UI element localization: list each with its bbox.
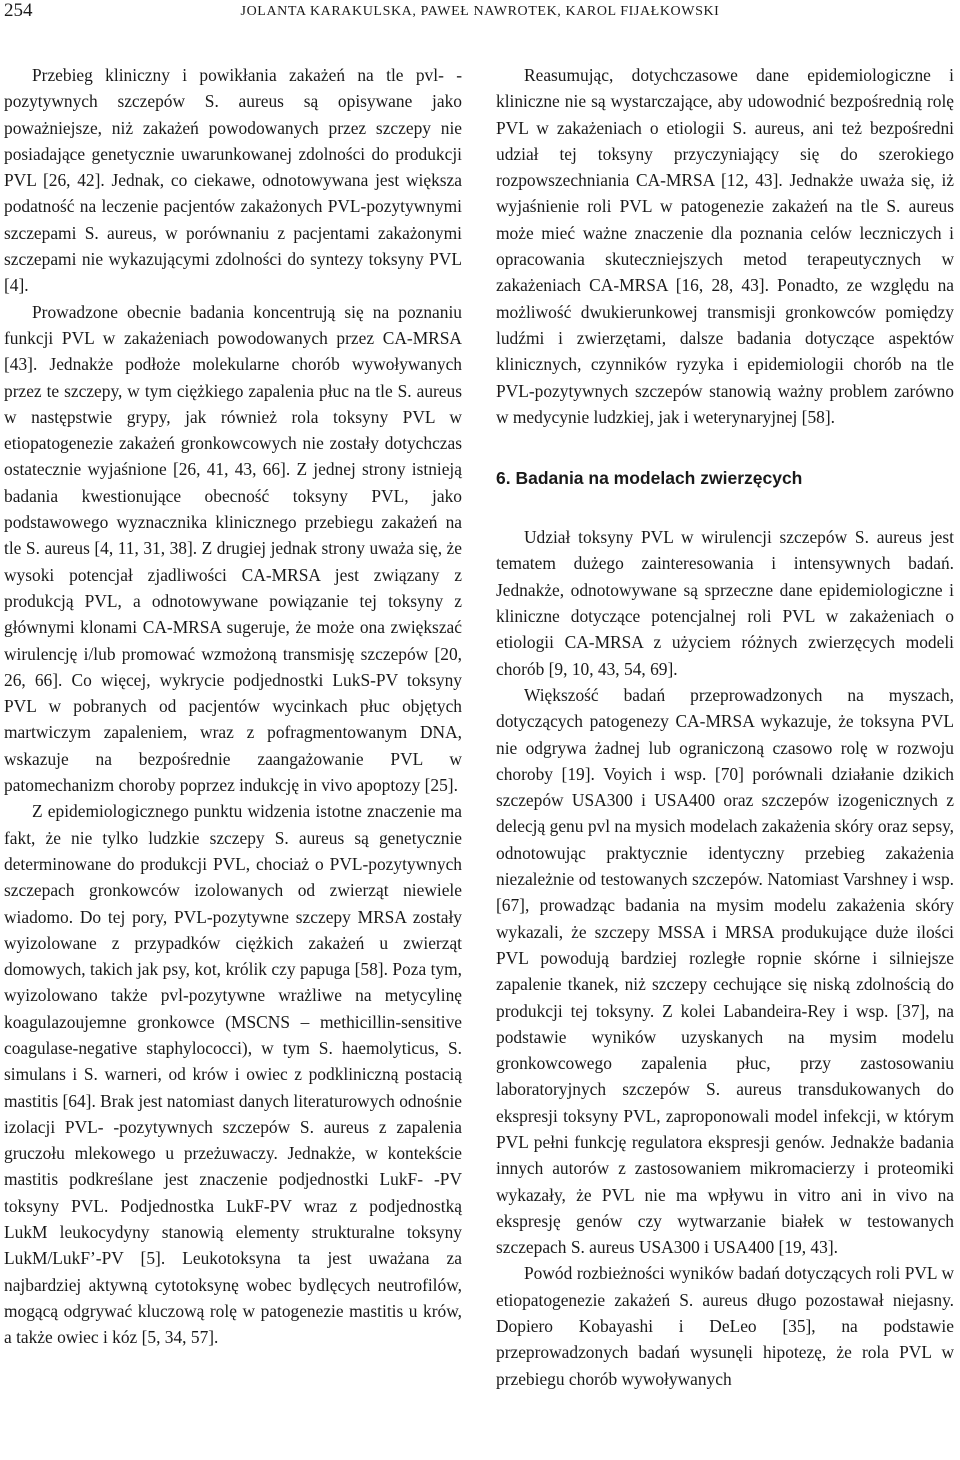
left-column	[4, 62, 462, 1351]
running-head-authors: JOLANTA KARAKULSKA, PAWEŁ NAWROTEK, KAROL FIJAŁKOWSKI	[240, 4, 720, 19]
paragraph: Reasumując, dotychczasowe dane epidemiologiczne i kliniczne nie są wystarczające, aby udowodnić bezpośrednią rolę PVL w zakażeniach o etiologii S. aureus, ani też bezpośredni udział tej toksyny przyczyniający się do szerokiego rozpowszechniania CA-MRSA [12, 43]. Jednakże uważa się, iż wyjaśnienie roli PVL w patogenezie zakażeń na tle S. aureus może mieć ważne znaczenie dla poznania celów leczniczych i opracowania skuteczniejszych metod terapeutycznych w zakażeniach CA-MRSA [16, 28, 43]. Ponadto, ze względu na możliwość dwukierunkowej transmisji gronkowców pomiędzy ludźmi i zwierzętami, dalsze badania dotyczące aspektów klinicznych, czynników ryzyka i epidemiologii chorób na tle PVL-pozytywnych szczepów stanowią ważny problem zarówno w medycynie ludzkiej, jak i weterynaryjnej [58].	[496, 65, 954, 427]
paragraph: Przebieg kliniczny i powikłania zakażeń na tle pvl- -pozytywnych szczepów S. aureus są opisywane jako poważniejsze, niż zakażeń powodowanych przez szczepy nie posiadające genetycznie uwarunkowanej zdolności do produkcji PVL [26, 42]. Jednak, co ciekawe, odnotowywana jest większa podatność na leczenie pacjentów zakażonych PVL-pozytywnymi szczepami S. aureus, w porównaniu z pacjentami zakażonymi szczepami nie wykazującymi zdolności do syntezy toksyny PVL [4].	[4, 65, 462, 296]
page-number: 254	[4, 0, 33, 21]
page-header	[0, 0, 960, 40]
paragraph: Powód rozbieżności wyników badań dotyczących roli PVL w etiopatogenezie zakażeń S. aureus długo pozostawał niejasny. Dopiero Kobayashi i DeLeo [35], na podstawie przeprowadzonych badań wysunęli hipotezę, że rola PVL w przebiegu chorób wywoływanych	[496, 1263, 954, 1389]
paragraph: Udział toksyny PVL w wirulencji szczepów S. aureus jest tematem dużego zainteresowania i intensywnych badań. Jednakże, odnotowywane są sprzeczne dane epidemiologiczne i kliniczne dotyczące potencjalnej roli PVL w zakażeniach o etiologii CA-MRSA z użyciem różnych zwierzęcych modeli chorób [9, 10, 43, 54, 69].	[496, 527, 954, 679]
paragraph: Większość badań przeprowadzonych na myszach, dotyczących patogenezy CA-MRSA wykazuje, że toksyna PVL nie odgrywa żadnej lub ograniczoną czasowo rolę w rozwoju choroby [19]. Voyich i wsp. [70] porównali działanie dzikich szczepów USA300 i USA400 oraz szczepów izogenicznych z delecją genu pvl na mysich modelach zakażenia skóry oraz sepsy, odnotowując praktycznie identyczny przebieg zakażenia niezależnie od testowanych szczepów. Natomiast Varshney i wsp. [67], prowadząc badania na mysim modelu zakażenia skóry wykazali, że szczepy MSSA i MRSA produkujące duże ilości PVL powodują bardziej rozległe ropnie skórne i silniejsze zapalenie tkanek, niż szczepy cechujące się niską zdolnością do produkcji tej toksyny. Z kolei Labandeira-Rey i wsp. [37], na podstawie wyników uzyskanych na mysim modelu gronkowcowego zapalenia płuc, przy zastosowaniu laboratoryjnych szczepów S. aureus transdukowanych do ekspresji toksyny PVL, zaproponowali model infekcji, w którym PVL pełni funkcję regulatora ekspresji genów. Jednakże badania innych autorów z zastosowaniem mikromacierzy i proteomiki wykazały, że PVL nie ma wpływu in vitro ani in vivo na ekspresję genów czy wytwarzanie białek w testowanych szczepach S. aureus USA300 i USA400 [19, 43].	[496, 684, 954, 1258]
section-heading: 6. Badania na modelach zwierzęcych	[496, 468, 803, 489]
paragraph: Prowadzone obecnie badania koncentrują się na poznaniu funkcji PVL w zakażeniach powodowanych przez CA-MRSA [43]. Jednakże podłoże molekularne chorób wywoływanych przez te szczepy, w tym ciężkiego zapalenia płuc na tle S. aureus w następstwie grypy, jak również rola toksyny PVL w etiopatogenezie zakażeń gronkowcowych nie zostały dotychczas ostatecznie wyjaśnione [26, 41, 43, 66]. Z jednej strony istnieją badania kwestionujące obecność toksyny PVL, jako podstawowego wyznacznika klinicznego przebiegu zakażeń na tle S. aureus [4, 11, 31, 38]. Z drugiej jednak strony uważa się, że wysoki potencjał zjadliwości CA-MRSA jest związany z produkcją PVL, a odnotowywane powiązanie tej toksyny z głównymi klonami CA-MRSA sugeruje, że może ona zwiększać wirulencję i/lub promować wzmożoną transmisję szczepów [20, 26, 66]. Co więcej, wykrycie podjednostki LukS-PV toksyny PVL w pobranych od pacjentów wycinkach płuc objętych martwiczym zapaleniem, wraz z pofragmentowanym DNA, wskazuje na bezpośrednie zaangażowanie PVL w patomechanizm choroby poprzez indukcję in vivo apoptozy [25].	[4, 301, 462, 796]
paragraph: Z epidemiologicznego punktu widzenia istotne znaczenie ma fakt, że nie tylko ludzkie szczepy S. aureus są genetycznie determinowane do produkcji PVL, chociaż o PVL-pozytywnych szczepach gronkowców izolowanych od zwierząt niewiele wiadomo. Do tej pory, PVL-pozytywne szczepy MRSA zostały wyizolowane z przypadków ciężkich zakażeń u zwierząt domowych, takich jak psy, kot, królik czy papuga [58]. Poza tym, wyizolowano także pvl-pozytywne wrażliwe na metycylinę koagulazoujemne gronkowce (MSCNS – methicillin-sensitive coagulase-negative staphylococci), w tym S. haemolyticus, S. simulans i S. warneri, od krów i owiec z podkliniczną postacią mastitis [64]. Brak jest natomiast danych literaturowych odnośnie izolacji PVL- -pozytywnych szczepów S. aureus z zapalenia gruczołu mlekowego u przeżuwaczy. Jednakże, w kontekście mastitis podkreślane jest znaczenie podjednostki LukF- -PV toksyny PVL. Podjednostka LukF-PV wraz z podjednostką LukM leukocydyny stanowią elementy strukturalne toksyny LukM/LukF’-PV [5]. Leukotoksyna ta jest uważana za najbardziej aktywną cytotoksynę wobec bydlęcych neutrofilów, mogącą odgrywać kluczową rolę w patogenezie mastitis u krów, a także owiec i kóz [5, 34, 57].	[4, 801, 462, 1348]
right-column	[496, 62, 954, 1392]
